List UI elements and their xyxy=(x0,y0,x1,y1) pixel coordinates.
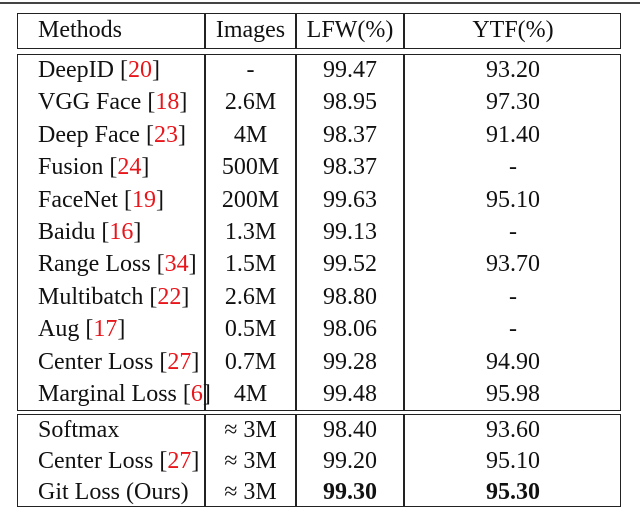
header-ytf: YTF(%) xyxy=(472,17,554,43)
lfw-cell: 99.28 xyxy=(323,348,377,375)
method-cell: Multibatch [22] xyxy=(38,283,190,310)
method-name: Fusion xyxy=(38,154,104,181)
citation-link[interactable]: 20 xyxy=(127,57,152,83)
method-name: DeepID xyxy=(38,57,114,83)
ytf-cell: 93.70 xyxy=(486,251,540,278)
lfw-cell: 99.48 xyxy=(323,381,377,407)
ytf-cell: 94.90 xyxy=(486,348,540,375)
citation-link[interactable]: 22 xyxy=(157,283,182,310)
header-images: Images xyxy=(215,17,286,43)
method-name: Deep Face xyxy=(38,121,140,148)
method-name: Softmax xyxy=(38,417,120,443)
table-row xyxy=(18,119,622,151)
table-header xyxy=(17,13,621,49)
top-rule xyxy=(0,2,640,4)
ytf-cell: 95.10 xyxy=(486,448,540,474)
method-name: Marginal Loss xyxy=(38,381,177,407)
citation-link[interactable]: 6 xyxy=(190,381,203,407)
header-row xyxy=(18,14,622,46)
method-cell: Center Loss [27] xyxy=(38,348,200,375)
method-name: Center Loss xyxy=(38,448,154,474)
table-row xyxy=(18,346,622,378)
table-row xyxy=(18,414,622,446)
table-row xyxy=(18,151,622,183)
ytf-cell: - xyxy=(509,219,517,245)
lfw-cell: 99.20 xyxy=(323,448,377,474)
lfw-cell: 98.80 xyxy=(323,283,377,310)
method-name: Git Loss (Ours) xyxy=(38,479,189,505)
table-row xyxy=(18,476,622,508)
table-row xyxy=(18,184,622,216)
ytf-cell: 93.60 xyxy=(486,417,540,443)
table-row xyxy=(18,445,622,477)
table-row xyxy=(18,216,622,248)
lfw-cell: 98.95 xyxy=(323,89,377,116)
images-cell: ≈ 3M xyxy=(224,448,277,474)
images-cell: 200M xyxy=(221,186,280,213)
table-row xyxy=(18,248,622,280)
table-row xyxy=(18,378,622,410)
method-cell: Baidu [16] xyxy=(38,219,142,245)
method-name: Range Loss xyxy=(38,251,151,278)
images-cell: 500M xyxy=(221,154,280,181)
table-row xyxy=(18,313,622,345)
ytf-cell: 97.30 xyxy=(486,89,540,116)
method-name: Center Loss xyxy=(38,348,154,375)
citation-link[interactable]: 16 xyxy=(109,219,134,245)
lfw-cell: 98.06 xyxy=(323,316,377,343)
method-cell xyxy=(38,414,119,446)
lfw-cell: 98.37 xyxy=(323,121,377,148)
method-cell: FaceNet [19] xyxy=(38,186,164,213)
method-cell: Aug [17] xyxy=(38,316,126,343)
method-cell: Marginal Loss [6] xyxy=(38,381,211,407)
lfw-cell: 99.63 xyxy=(323,186,377,213)
method-cell: Deep Face [23] xyxy=(38,121,186,148)
method-name: VGG Face xyxy=(38,89,142,116)
citation-link[interactable]: 24 xyxy=(117,154,142,181)
table-row xyxy=(18,86,622,118)
table-group-comparison xyxy=(17,414,621,507)
table-row xyxy=(18,281,622,313)
ytf-cell: 95.10 xyxy=(486,186,540,213)
images-cell: 2.6M xyxy=(224,283,277,310)
images-cell: 4M xyxy=(233,121,268,148)
table-group-prior-methods xyxy=(17,54,621,411)
citation-link[interactable]: 17 xyxy=(93,316,118,343)
method-cell: Center Loss [27] xyxy=(38,448,200,474)
images-cell: 0.5M xyxy=(224,316,277,343)
lfw-cell: 99.30 xyxy=(323,479,377,505)
lfw-cell: 99.52 xyxy=(323,251,377,278)
images-cell: 1.3M xyxy=(224,219,277,245)
citation-link[interactable]: 34 xyxy=(164,251,189,278)
images-cell: 1.5M xyxy=(224,251,277,278)
citation-link[interactable]: 27 xyxy=(167,448,192,474)
table-row xyxy=(18,54,622,86)
citation-link[interactable]: 23 xyxy=(153,121,178,148)
lfw-cell: 99.13 xyxy=(323,219,377,245)
header-lfw: LFW(%) xyxy=(306,17,394,43)
method-cell: Fusion [24] xyxy=(38,154,150,181)
header-methods: Methods xyxy=(38,17,122,43)
ytf-cell: 95.98 xyxy=(486,381,540,407)
method-name: Baidu xyxy=(38,219,96,245)
ytf-cell: 91.40 xyxy=(486,121,540,148)
lfw-cell: 99.47 xyxy=(323,57,377,83)
method-name: FaceNet xyxy=(38,186,118,213)
images-cell: - xyxy=(246,57,255,83)
citation-link[interactable]: 18 xyxy=(155,89,180,116)
ytf-cell: - xyxy=(509,283,517,310)
citation-link[interactable]: 27 xyxy=(167,348,192,375)
citation-link[interactable]: 19 xyxy=(131,186,156,213)
images-cell: 0.7M xyxy=(224,348,277,375)
method-cell: DeepID [20] xyxy=(38,57,160,83)
ytf-cell: 95.30 xyxy=(486,479,540,505)
lfw-cell: 98.40 xyxy=(323,417,377,443)
ytf-cell: - xyxy=(509,316,517,343)
lfw-cell: 98.37 xyxy=(323,154,377,181)
ytf-cell: - xyxy=(509,154,517,181)
images-cell: 4M xyxy=(233,381,268,407)
images-cell: ≈ 3M xyxy=(224,417,277,443)
images-cell: 2.6M xyxy=(224,89,277,116)
method-cell: Range Loss [34] xyxy=(38,251,197,278)
method-name: Multibatch xyxy=(38,283,144,310)
method-name: Aug xyxy=(38,316,80,343)
method-cell xyxy=(38,476,189,508)
method-cell: VGG Face [18] xyxy=(38,89,188,116)
images-cell: ≈ 3M xyxy=(224,479,277,505)
ytf-cell: 93.20 xyxy=(486,57,540,83)
